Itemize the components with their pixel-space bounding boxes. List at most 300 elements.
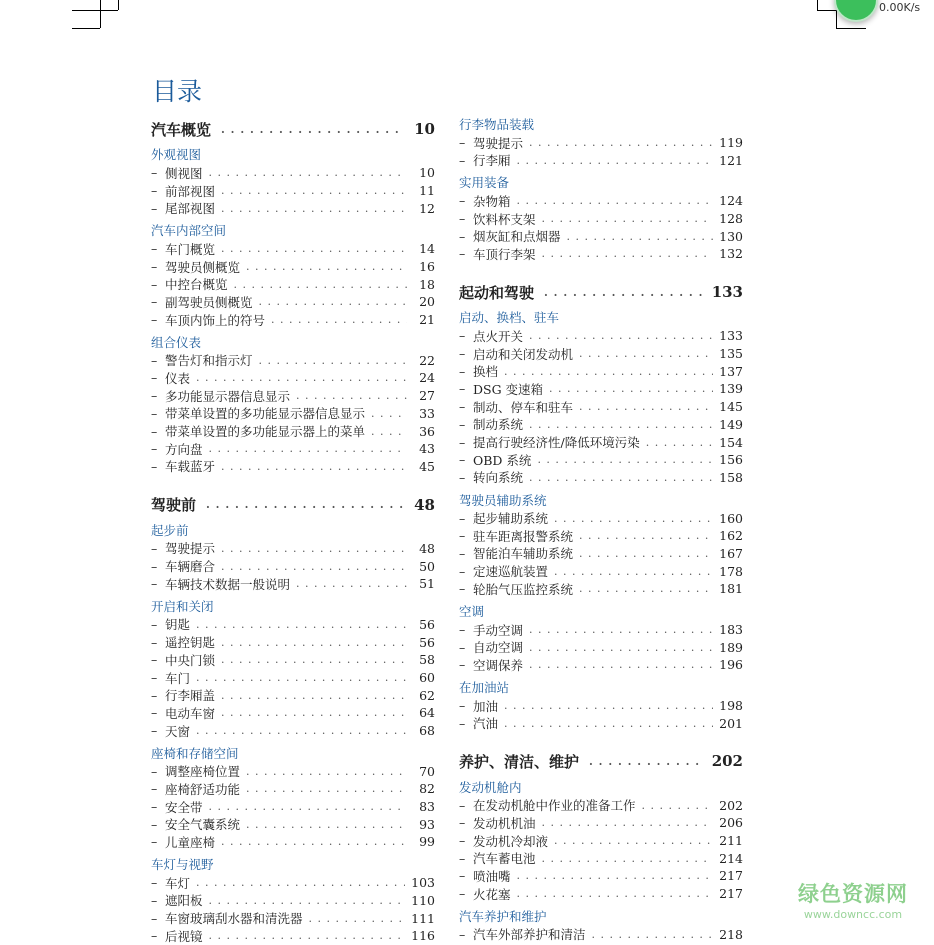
toc-entry[interactable]: [151, 258, 435, 276]
dash: –: [459, 715, 466, 731]
page-number: 51: [419, 576, 435, 592]
toc-entry[interactable]: [459, 134, 743, 152]
dash: –: [151, 405, 158, 421]
crop-mark: [72, 10, 118, 11]
entry-label: 电动车窗: [165, 705, 216, 721]
page-number: 11: [419, 183, 435, 199]
entry-label: 加油: [473, 698, 499, 714]
dash: –: [459, 545, 466, 561]
toc-chapter[interactable]: [151, 493, 435, 517]
dash: –: [459, 886, 466, 902]
dot-leader: [542, 247, 714, 260]
dot-leader: [549, 382, 713, 395]
toc-entry[interactable]: [459, 849, 743, 867]
dot-leader: [554, 565, 713, 578]
toc-entry[interactable]: [459, 697, 743, 715]
dot-leader: [221, 202, 407, 215]
dash: –: [151, 834, 158, 850]
toc-entry[interactable]: [459, 656, 743, 674]
dot-leader: [589, 755, 702, 768]
page-number: 93: [419, 816, 435, 832]
toc-section-heading[interactable]: 外观视图: [151, 147, 202, 163]
dash: –: [151, 576, 158, 592]
page-number: 214: [719, 850, 743, 866]
toc-entry[interactable]: [151, 704, 435, 722]
dot-leader: [371, 425, 407, 438]
toc-entry[interactable]: [151, 722, 435, 740]
toc-entry[interactable]: [151, 293, 435, 311]
entry-label: 带菜单设置的多功能显示器上的菜单: [165, 424, 366, 440]
toc-entry[interactable]: [459, 210, 743, 228]
entry-label: 遮阳板: [165, 893, 203, 909]
toc-section-heading[interactable]: 驾驶员辅助系统: [459, 492, 547, 508]
page-number: 196: [719, 657, 743, 673]
toc-entry[interactable]: [151, 351, 435, 369]
dot-leader: [196, 618, 407, 631]
page-number: 137: [719, 363, 743, 379]
dot-leader: [529, 471, 713, 484]
toc-entry[interactable]: [151, 387, 435, 405]
entry-label: 车门概览: [165, 241, 216, 257]
dash: –: [151, 892, 158, 908]
toc-chapter[interactable]: [459, 280, 743, 304]
page-number: 62: [419, 687, 435, 703]
dash: –: [459, 228, 466, 244]
entry-label: 火花塞: [473, 886, 511, 902]
entry-label: 发动机冷却液: [473, 833, 549, 849]
toc-entry[interactable]: [459, 345, 743, 363]
toc-entry[interactable]: [459, 796, 743, 814]
dot-leader: [271, 313, 407, 326]
entry-label: 天窗: [165, 723, 191, 739]
page-number: 18: [419, 276, 435, 292]
toc-entry[interactable]: [459, 580, 743, 598]
dot-leader: [504, 717, 713, 730]
toc-entry[interactable]: [459, 867, 743, 885]
toc-entry[interactable]: [459, 925, 743, 943]
entry-label: 启动和关闭发动机: [473, 346, 574, 362]
toc-section-heading[interactable]: 空调: [459, 603, 485, 619]
dot-leader: [517, 154, 714, 167]
dash: –: [151, 540, 158, 556]
toc-section-heading[interactable]: 启动、换档、驻车: [459, 310, 560, 326]
toc-entry[interactable]: [151, 616, 435, 634]
dot-leader: [529, 329, 713, 342]
dot-leader: [209, 894, 406, 907]
toc-entry[interactable]: [459, 362, 743, 380]
dash: –: [151, 875, 158, 891]
toc-entry[interactable]: [459, 545, 743, 563]
speed-ball-widget[interactable]: [834, 0, 878, 22]
toc-entry[interactable]: [459, 509, 743, 527]
dash: –: [151, 634, 158, 650]
dash: –: [151, 200, 158, 216]
toc-chapter[interactable]: [459, 749, 743, 773]
page-number: 56: [419, 634, 435, 650]
toc-entry[interactable]: [151, 240, 435, 258]
toc-entry[interactable]: [151, 686, 435, 704]
toc-entry[interactable]: [151, 440, 435, 458]
dash: –: [151, 312, 158, 328]
dash: –: [459, 868, 466, 884]
dot-leader: [529, 623, 713, 636]
toc-chapter[interactable]: [151, 117, 435, 141]
dash: –: [459, 416, 466, 432]
toc-section-heading[interactable]: 行李物品装载: [459, 117, 535, 132]
entry-label: 安全气囊系统: [165, 817, 241, 833]
dash: –: [459, 152, 466, 168]
dot-leader: [579, 400, 713, 413]
page-number: 211: [719, 833, 743, 849]
page-number: 162: [719, 528, 743, 544]
crop-mark: [836, 28, 866, 29]
dash: –: [459, 246, 466, 262]
toc-entry[interactable]: [459, 527, 743, 545]
dash: –: [459, 926, 466, 942]
dot-leader: [517, 869, 714, 882]
page-number: 218: [719, 926, 743, 942]
dash: –: [459, 698, 466, 714]
toc-entry[interactable]: [459, 151, 743, 169]
toc-entry[interactable]: [151, 422, 435, 440]
page-number: 181: [719, 581, 743, 597]
toc-entry[interactable]: [459, 451, 743, 469]
dash: –: [459, 363, 466, 379]
dash: –: [151, 723, 158, 739]
dot-leader: [221, 242, 407, 255]
toc-section-heading[interactable]: 发动机舱内: [459, 779, 522, 795]
entry-label: 侧视图: [165, 165, 203, 181]
page-number: 48: [414, 495, 435, 514]
page-number: 14: [419, 241, 435, 257]
entry-label: 发动机机油: [473, 815, 536, 831]
watermark: [798, 878, 908, 921]
dot-leader: [554, 512, 713, 525]
entry-label: OBD 系统: [473, 452, 532, 468]
page-number: 22: [419, 352, 435, 368]
dash: –: [459, 563, 466, 579]
dot-leader: [246, 260, 407, 273]
toc-entry[interactable]: [151, 458, 435, 476]
toc-entry[interactable]: [459, 416, 743, 434]
entry-label: 饮料杯支架: [473, 211, 536, 227]
toc-section-heading[interactable]: 车灯与视野: [151, 857, 214, 873]
dot-leader: [221, 460, 407, 473]
dot-leader: [221, 706, 407, 719]
dot-leader: [221, 123, 403, 136]
toc-section-heading[interactable]: 起步前: [151, 522, 189, 538]
entry-label: 车顶行李架: [473, 246, 536, 262]
entry-label: 空调保养: [473, 657, 524, 673]
toc-entry[interactable]: [151, 815, 435, 833]
dash: –: [459, 797, 466, 813]
page-number: 10: [414, 120, 435, 138]
entry-label: 前部视图: [165, 183, 216, 199]
dot-leader: [529, 418, 713, 431]
entry-label: 行李厢: [473, 153, 511, 169]
entry-label: 驾驶提示: [473, 135, 524, 151]
toc-entry[interactable]: [459, 885, 743, 903]
entry-label: 仪表: [165, 370, 191, 386]
toc-entry[interactable]: [459, 469, 743, 487]
toc-left-column: [151, 117, 435, 945]
dash: –: [151, 183, 158, 199]
page-number: 198: [719, 698, 743, 714]
dot-leader: [221, 689, 407, 702]
dash: –: [459, 211, 466, 227]
toc-entry[interactable]: [151, 369, 435, 387]
toc-entry[interactable]: [151, 540, 435, 558]
page-number: 64: [419, 705, 435, 721]
entry-label: 车辆磨合: [165, 559, 216, 575]
dot-leader: [206, 498, 403, 511]
toc-entry[interactable]: [459, 814, 743, 832]
page-number: 70: [419, 763, 435, 779]
dash: –: [151, 928, 158, 944]
crop-mark: [100, 0, 101, 28]
dot-leader: [646, 436, 713, 449]
dash: –: [151, 670, 158, 685]
page-number: 56: [419, 616, 435, 632]
entry-label: 在发动机舱中作业的准备工作: [473, 798, 636, 814]
entry-label: 车顶内饰上的符号: [165, 312, 266, 328]
toc-section-heading[interactable]: 开启和关闭: [151, 598, 214, 614]
toc-section-heading[interactable]: 汽车养护和维护: [459, 908, 547, 924]
entry-label: 杂物箱: [473, 193, 511, 209]
toc-entry[interactable]: [151, 909, 435, 927]
dot-leader: [579, 347, 713, 360]
toc-entry[interactable]: [459, 621, 743, 639]
page-number: 128: [719, 211, 743, 227]
toc-entry[interactable]: [151, 780, 435, 798]
entry-label: 副驾驶员侧概览: [165, 294, 253, 310]
dot-leader: [246, 765, 407, 778]
dash: –: [459, 193, 466, 209]
toc-entry[interactable]: [459, 227, 743, 245]
toc-entry[interactable]: [151, 927, 435, 945]
dot-leader: [221, 184, 407, 197]
toc-entry[interactable]: [151, 182, 435, 200]
entry-label: DSG 变速箱: [473, 381, 544, 397]
page-number: 158: [719, 469, 743, 485]
dot-leader: [542, 212, 714, 225]
page-number: 121: [719, 152, 743, 168]
entry-label: 汽车外部养护和清洁: [473, 927, 586, 943]
toc-section-heading[interactable]: 实用装备: [459, 175, 510, 191]
toc-entry[interactable]: [151, 633, 435, 651]
dash: –: [151, 388, 158, 404]
entry-label: 钥匙: [165, 617, 191, 633]
dash: –: [459, 135, 466, 151]
dash: –: [459, 850, 466, 866]
page-number: 27: [419, 388, 435, 404]
dash: –: [459, 399, 466, 415]
dash: –: [459, 639, 466, 655]
page-number: 24: [419, 370, 435, 386]
page-title: 目录: [152, 77, 203, 106]
dot-leader: [544, 286, 702, 299]
toc-section-heading[interactable]: 在加油站: [459, 680, 510, 696]
toc-entry[interactable]: [151, 557, 435, 575]
dash: –: [151, 816, 158, 832]
entry-label: 方向盘: [165, 441, 203, 457]
entry-label: 养护、清洁、维护: [459, 752, 580, 771]
watermark-name: 绿色资源网: [798, 882, 908, 906]
page-number: 110: [411, 892, 435, 908]
dot-leader: [196, 671, 407, 684]
page-number: 124: [719, 193, 743, 209]
entry-label: 带菜单设置的多功能显示器信息显示: [165, 406, 366, 422]
dot-leader: [504, 365, 713, 378]
dot-leader: [209, 800, 407, 813]
entry-label: 汽油: [473, 716, 499, 732]
page-number: 116: [411, 928, 435, 944]
toc-section-heading[interactable]: 汽车内部空间: [151, 223, 227, 239]
dash: –: [459, 581, 466, 597]
dot-leader: [221, 636, 407, 649]
toc-entry[interactable]: [151, 275, 435, 293]
dash: –: [459, 815, 466, 831]
toc-entry[interactable]: [151, 892, 435, 910]
toc-entry[interactable]: [151, 651, 435, 669]
toc-entry[interactable]: [459, 433, 743, 451]
dash: –: [151, 652, 158, 668]
dash: –: [459, 469, 466, 485]
dash: –: [151, 687, 158, 703]
entry-label: 行李厢盖: [165, 688, 216, 704]
dot-leader: [296, 389, 407, 402]
toc-entry[interactable]: [459, 245, 743, 263]
toc-section-heading[interactable]: 组合仪表: [151, 334, 202, 350]
dash: –: [459, 346, 466, 362]
entry-label: 车载蓝牙: [165, 459, 216, 475]
toc-entry[interactable]: [151, 669, 435, 687]
dash: –: [151, 423, 158, 439]
entry-label: 儿童座椅: [165, 834, 216, 850]
dot-leader: [592, 928, 714, 941]
toc-entry[interactable]: [151, 874, 435, 892]
dash: –: [151, 294, 158, 310]
dot-leader: [567, 230, 714, 243]
dash: –: [459, 381, 466, 397]
toc-entry[interactable]: [459, 380, 743, 398]
entry-label: 安全带: [165, 799, 203, 815]
dash: –: [151, 616, 158, 632]
entry-label: 点火开关: [473, 328, 524, 344]
dot-leader: [517, 887, 714, 900]
dot-leader: [221, 560, 407, 573]
entry-label: 烟灰缸和点烟器: [473, 229, 561, 245]
dot-leader: [537, 453, 713, 466]
dot-leader: [542, 816, 714, 829]
entry-label: 起步辅助系统: [473, 511, 549, 527]
dash: –: [459, 833, 466, 849]
page-number: 149: [719, 416, 743, 432]
entry-label: 车门: [165, 670, 191, 686]
entry-label: 提高行驶经济性/降低环境污染: [473, 435, 640, 451]
toc-entry[interactable]: [459, 398, 743, 416]
dash: –: [459, 622, 466, 638]
page-number: 178: [719, 563, 743, 579]
dot-leader: [529, 658, 713, 671]
dot-leader: [579, 529, 713, 542]
dash: –: [459, 452, 466, 468]
entry-label: 自动空调: [473, 640, 524, 656]
page-number: 156: [719, 452, 743, 468]
entry-label: 智能泊车辅助系统: [473, 546, 574, 562]
entry-label: 中控台概览: [165, 277, 228, 293]
page-number: 133: [719, 328, 743, 344]
entry-label: 车辆技术数据一般说明: [165, 576, 291, 592]
toc-entry[interactable]: [151, 199, 435, 217]
page-number: 16: [419, 259, 435, 275]
entry-label: 转向系统: [473, 470, 524, 486]
page-number: 12: [419, 200, 435, 216]
dash: –: [151, 370, 158, 386]
page-number: 50: [419, 558, 435, 574]
entry-label: 换档: [473, 364, 499, 380]
entry-label: 手动空调: [473, 622, 524, 638]
toc-entry[interactable]: [151, 798, 435, 816]
page-number: 83: [419, 799, 435, 815]
toc-section-heading[interactable]: 座椅和存储空间: [151, 745, 239, 761]
entry-label: 定速巡航装置: [473, 564, 549, 580]
dash: –: [151, 781, 158, 797]
entry-label: 尾部视图: [165, 201, 216, 217]
dot-leader: [246, 782, 407, 795]
toc-entry[interactable]: [151, 833, 435, 851]
crop-mark: [118, 0, 119, 10]
dash: –: [459, 510, 466, 526]
toc-entry[interactable]: [151, 311, 435, 329]
entry-label: 驾驶员侧概览: [165, 259, 241, 275]
page-number: 45: [419, 458, 435, 474]
dot-leader: [221, 835, 407, 848]
page-number: 201: [719, 715, 743, 731]
page-number: 119: [719, 135, 743, 151]
page-number: 202: [711, 752, 743, 771]
page-number: 206: [719, 815, 743, 831]
toc-entry[interactable]: [459, 327, 743, 345]
page-number: 183: [719, 622, 743, 638]
dot-leader: [234, 278, 407, 291]
dash: –: [459, 657, 466, 673]
page-number: 217: [719, 868, 743, 884]
entry-label: 调整座椅位置: [165, 764, 241, 780]
toc-entry[interactable]: [459, 562, 743, 580]
entry-label: 遥控钥匙: [165, 635, 216, 651]
entry-label: 座椅舒适功能: [165, 781, 241, 797]
page-number: 189: [719, 639, 743, 655]
dot-leader: [309, 912, 406, 925]
crop-mark: [72, 28, 100, 29]
entry-label: 汽车概览: [151, 120, 212, 139]
toc-entry[interactable]: [459, 638, 743, 656]
toc-entry[interactable]: [151, 575, 435, 593]
page-number: 139: [719, 381, 743, 397]
toc-entry[interactable]: [459, 714, 743, 732]
toc-entry[interactable]: [151, 762, 435, 780]
toc-entry[interactable]: [459, 192, 743, 210]
page-number: 145: [719, 399, 743, 415]
page-number: 68: [419, 723, 435, 739]
entry-label: 起动和驾驶: [459, 283, 535, 302]
toc-entry[interactable]: [151, 164, 435, 182]
page-number: 48: [419, 540, 435, 556]
entry-label: 警告灯和指示灯: [165, 353, 253, 369]
toc-entry[interactable]: [459, 832, 743, 850]
toc-entry[interactable]: [151, 405, 435, 423]
